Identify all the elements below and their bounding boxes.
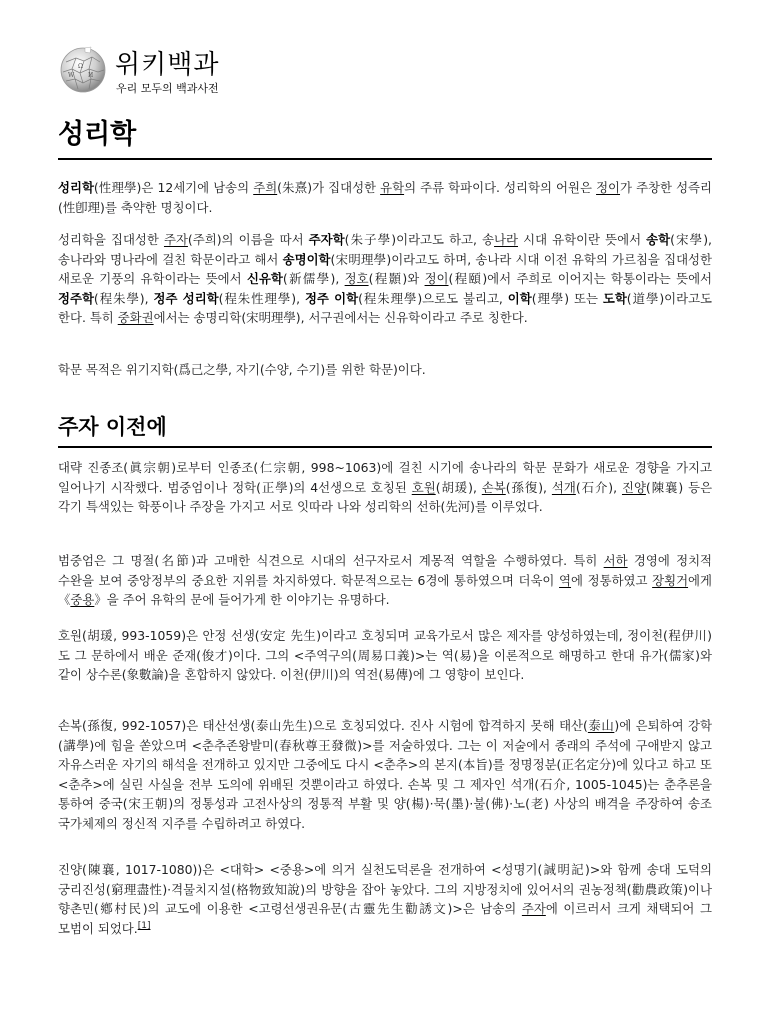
paragraph-text: 에 이르러서 크게 채택되어 그 모범이 되었다.: [58, 901, 712, 936]
paragraph-text: (程顥)와: [368, 271, 425, 286]
article-link[interactable]: 나라: [494, 232, 518, 247]
paragraph-text: (石介),: [575, 479, 622, 495]
paragraph-text: 가 주창한 성즉리(性卽理)를 축약한 명칭이다.: [58, 180, 712, 215]
bold-term: 정주 이학: [304, 290, 359, 306]
purpose-paragraph: [58, 360, 712, 380]
article-link[interactable]: 정이: [596, 180, 621, 195]
paragraph-text: 학문 목적은 위기지학(爲己之學, 자기(수양, 수기)를 위한 학문)이다.: [58, 362, 426, 377]
paragraph-text: (程頤)에서 주희로 이어지는 학통이라는 뜻에서: [448, 271, 713, 286]
paragraph-text: 의 주류 학파이다. 성리학의 어원은: [404, 180, 597, 195]
paragraph-text: 에게 《: [58, 572, 712, 607]
paragraph-text: (程朱學),: [93, 290, 154, 306]
bold-term: 도학: [602, 290, 627, 306]
article-link[interactable]: 진양: [621, 479, 646, 495]
paragraph-text: (朱熹)가 집대성한: [277, 180, 381, 195]
site-name[interactable]: 위키백과: [115, 50, 220, 80]
bold-term: 신유학: [246, 271, 283, 286]
article-link[interactable]: 석개: [551, 479, 576, 495]
paragraph-text: 대략 진종조(眞宗朝)로부터 인종조(仁宗朝, 998~1063)에 걸친 시기에 송나라의 학문 문화가 새로운 경향을 가지고 일어나기 시작했다. 범중엄이나 정학(正學)의 4선생으로 호칭된: [58, 460, 712, 495]
bold-term: 주자학: [308, 232, 345, 247]
paragraph-text: (胡瑗),: [435, 479, 482, 495]
paragraph-text: 호원(胡瑗, 993-1059)은 안정 선생(安定 先生)이라고 호칭되며 교육가로서 많은 제자를 양성하였는데, 정이천(程伊川)도 그 문하에서 배운 준재(俊才)이다. 그의 <주역구의(周易口義)>는 역(易)을 이론적으로 해명하고 한대 유가(儒家)와 같이 상수론(象數論)을 혼합하지 않았다. 이천(伊川)의 역전(易傳)에 그 영향이 보인다.: [58, 628, 712, 682]
paragraph-text: (宋學), 송나라와 명나라에 걸친 학문이라고 해서: [58, 232, 712, 267]
paragraph-text: 시대 유학이란 뜻에서: [518, 232, 647, 247]
bold-term: 송학: [646, 232, 671, 247]
paragraph-text: 》을 주어 유학의 문에 들어가게 한 이야기는 유명하다.: [94, 592, 390, 607]
paragraph-text: 진양(陳襄, 1017-1080))은 <대학> <중용>에 의거 실천도덕론을 전개하여 <성명기(誠明記)>와 함께 송대 도덕의 궁리진성(窮理盡性)·격물치지설(格物致知說)의 방향을 잡아 놓았다. 그의 지방정치에 있어서의 권농정책(勸農政策)이나 향촌민(鄕村民)의 교도에 이용한 <고령선생권유문(古靈先生勸誘文)>은 남송의: [58, 862, 712, 916]
paragraph-text: 손복(孫復, 992-1057)은 태산선생(泰山先生)으로 호칭되었다. 진사 시험에 합격하지 못해 태산(: [58, 718, 588, 733]
section-paragraph-3: [58, 626, 712, 685]
article-link[interactable]: 장횡거: [652, 572, 689, 588]
article-link[interactable]: 서하: [603, 553, 628, 568]
article-link[interactable]: 손복: [481, 479, 506, 495]
section-divider: [58, 446, 712, 448]
article-link[interactable]: 중용: [70, 592, 95, 607]
section-paragraph-1: [58, 458, 712, 517]
paragraph-text: 경영에 정치적 수완을 보여 중앙정부의 중요한 지위를 차지하였다. 학문적으로는 6경에 통하였으며 더욱이: [58, 553, 713, 588]
svg-text:И: И: [88, 72, 94, 79]
article-link[interactable]: 주자: [163, 232, 188, 247]
paragraph-text: (朱子學)이라고도 하고, 송: [344, 232, 495, 247]
paragraph-text: (理學) 또는: [531, 290, 603, 306]
article-link[interactable]: 유학: [380, 180, 405, 195]
svg-text:Ω: Ω: [78, 63, 83, 70]
paragraph-text: )에 은퇴하여 강학(講學)에 힘을 쏟았으며 <춘추존왕발미(春秋尊王發微)>를 저술하였다. 그는 이 저술에서 종래의 주석에 구애받지 않고 자유스러운 자기의 해석을 전개하고 있지만 그중에도 다시 <춘추>의 본지(本旨)를 정명정분(正名定分)에 있다고 하고 또 <춘추>에 실린 사실을 전부 도의에 위배된 것뿐이라고 하였다. 손복 및 그 제자인 석개(石介, 1005-1045)는 춘추론을 통하여 중국(宋王朝)의 정통성과 고전사상의 정통적 부활 및 양(楊)·묵(墨)·불(佛)·노(老) 사상의 배격을 주장하여 송조 국가체제의 정신적 지주를 수립하려고 하였다.: [58, 718, 712, 831]
site-header: [58, 44, 712, 104]
paragraph-text: 범중엄은 그 명절(名節)과 고매한 식견으로 시대의 선구자로서 계몽적 역할을 수행하였다. 특히: [58, 553, 604, 568]
section-paragraph-2: [58, 551, 712, 610]
paragraph-text: (孫復),: [505, 479, 552, 495]
intro-paragraph: [58, 178, 712, 217]
names-paragraph: [58, 230, 712, 328]
article-link[interactable]: 호원: [411, 479, 436, 495]
paragraph-text: (性理學)은 12세기에 남송의: [93, 180, 254, 195]
paragraph-text: (道學)이라고도 한다. 특히: [58, 290, 713, 325]
paragraph-text: (程朱理學)으로도 불리고,: [358, 290, 508, 306]
paragraph-text: (新儒學),: [282, 271, 345, 286]
wikipedia-globe-logo-icon[interactable]: [58, 44, 108, 94]
bold-term: 정주 성리학: [153, 290, 219, 306]
paragraph-text: 에 정통하였고: [571, 572, 653, 588]
bold-term: 이학: [507, 290, 532, 306]
site-tagline: 우리 모두의 백과사전: [116, 82, 219, 95]
bold-term: 정주학: [58, 290, 94, 306]
page-title: 성리학: [58, 119, 137, 150]
article-link[interactable]: 정호: [344, 271, 369, 286]
paragraph-text: 성리학을 집대성한: [58, 232, 164, 247]
section-heading: 주자 이전에: [58, 415, 167, 439]
paragraph-text: (程朱性理學),: [218, 290, 305, 306]
bold-term: 성리학: [58, 180, 94, 195]
paragraph-text: (陳襄) 등은 각기 특색있는 학풍이나 주장을 가지고 서로 잇따라 나와 성리학의 선하(先河)를 이루었다.: [58, 479, 713, 514]
bold-term: 송명이학: [282, 251, 331, 267]
section-paragraph-4: [58, 716, 712, 833]
svg-text:W: W: [68, 72, 75, 79]
article-link[interactable]: 중화권: [117, 310, 154, 325]
article-link[interactable]: 역: [559, 572, 572, 588]
paragraph-text: (宋明理學)이라고도 하며, 송나라 시대 이전 유학의 가르침을 집대성한 새로운 기풍의 유학이라는 뜻에서: [58, 251, 712, 286]
article-link[interactable]: 주희: [253, 180, 278, 195]
section-paragraph-5: [58, 860, 712, 938]
article-link[interactable]: 정이: [424, 271, 449, 286]
citation-link[interactable]: [1]: [137, 920, 151, 931]
paragraph-text: 에서는 송명리학(宋明理學), 서구권에서는 신유학이라고 주로 칭한다.: [153, 310, 528, 325]
article-link[interactable]: 泰山: [587, 718, 615, 733]
article-link[interactable]: 주자: [521, 901, 546, 916]
paragraph-text: (주희)의 이름을 따서: [187, 232, 309, 247]
title-divider: [58, 158, 712, 160]
